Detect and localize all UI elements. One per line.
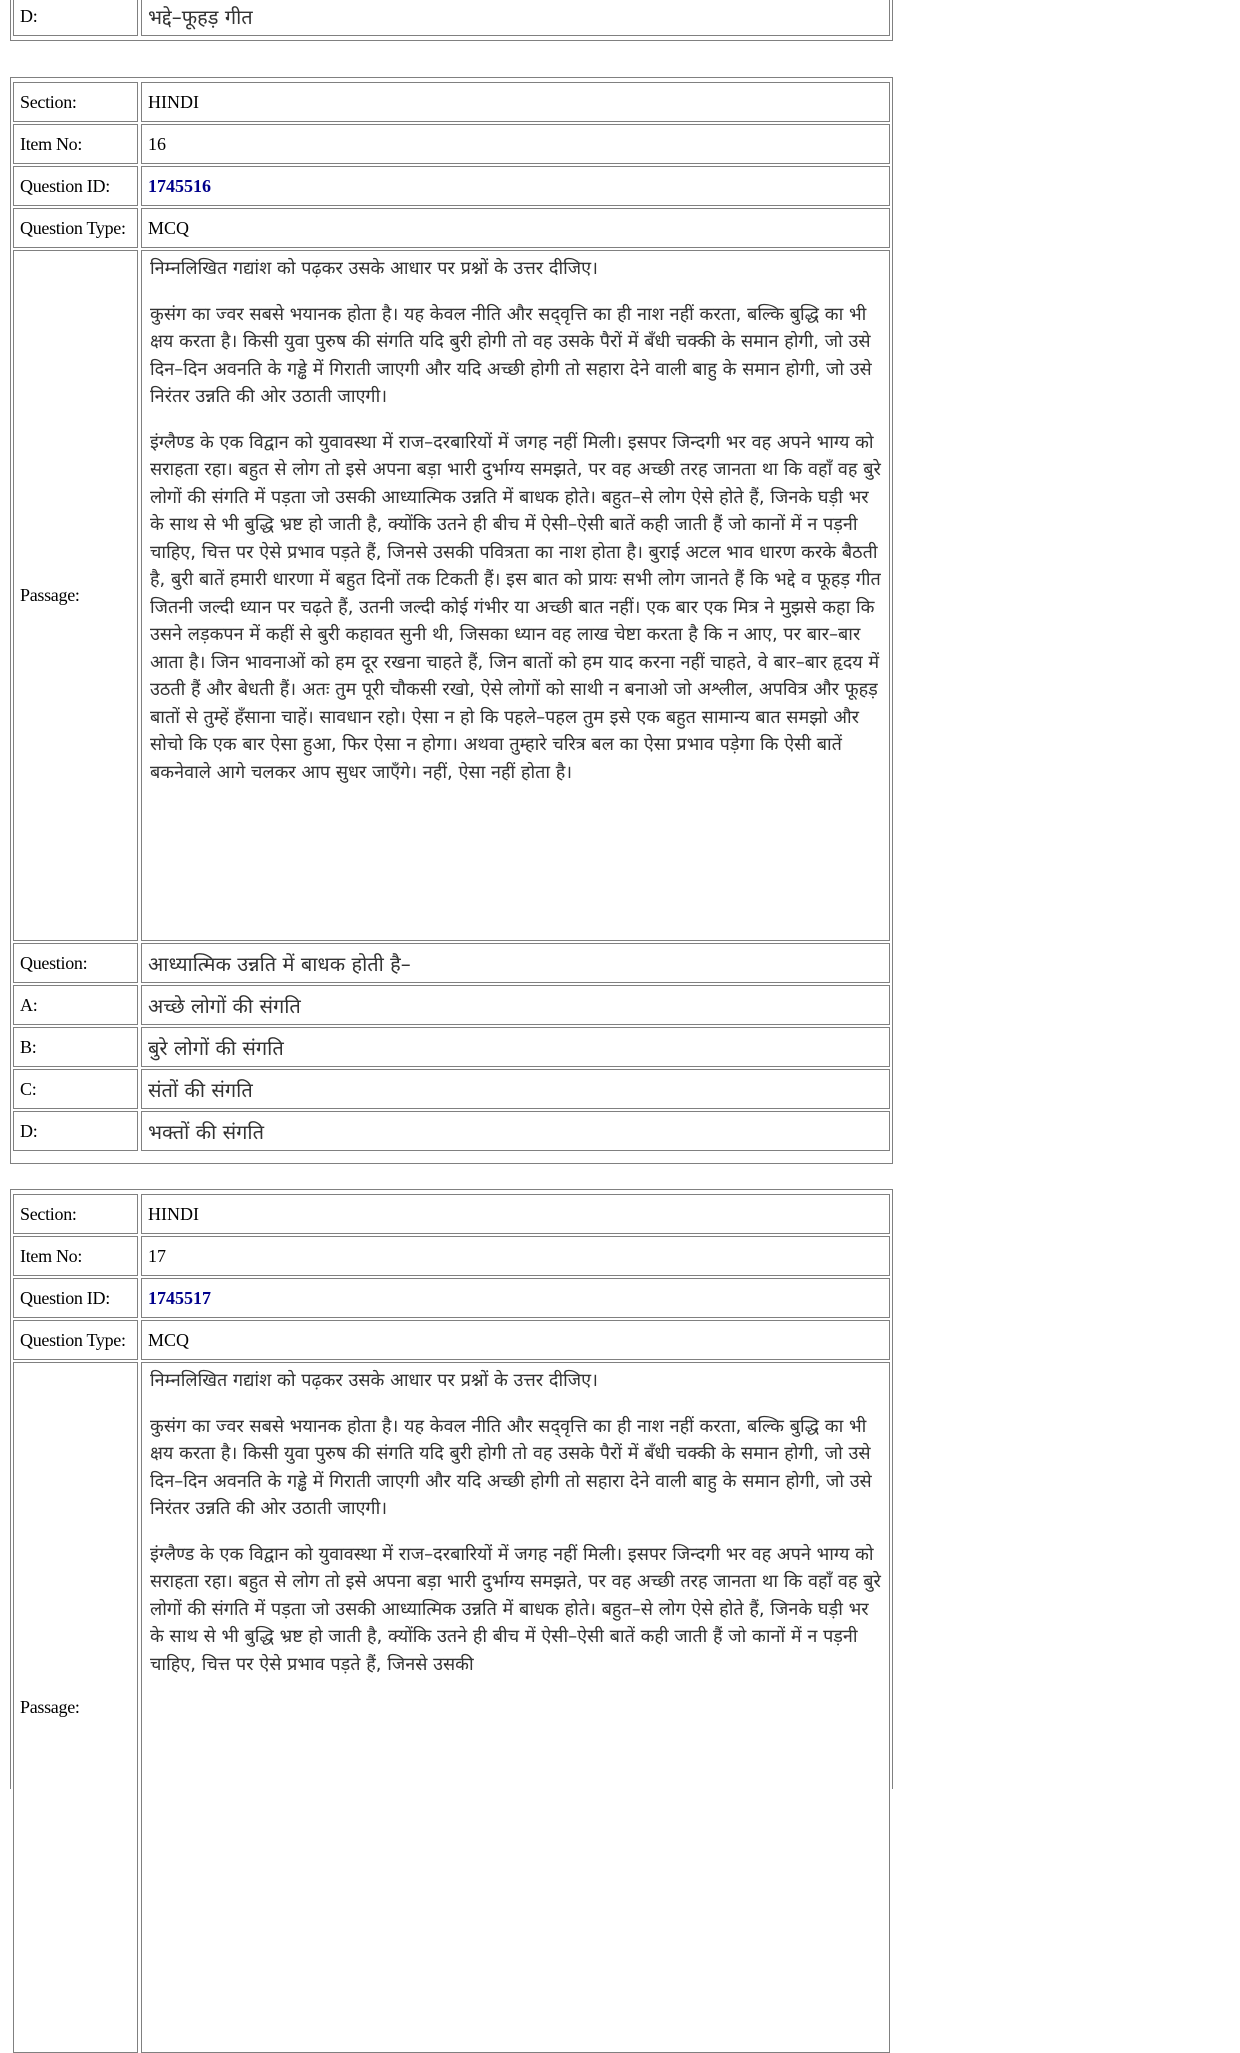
option-text: भद्दे–फूहड़ गीत: [141, 0, 890, 36]
question-id-label: Question ID:: [13, 166, 138, 206]
question-id-row: [13, 166, 890, 206]
passage-paragraph: निम्नलिखित गद्यांश को पढ़कर उसके आधार पर प्रश्नों के उत्तर दीजिए।: [150, 258, 598, 279]
option-label: B:: [13, 1027, 138, 1067]
question-text: आध्यात्मिक उन्नति में बाधक होती है–: [141, 943, 890, 983]
question-type-row: [13, 1320, 890, 1360]
question-type-label: Question Type:: [13, 1320, 138, 1360]
option-row-b: [13, 1027, 890, 1067]
item-no-value: 16: [141, 124, 890, 164]
section-label: Section:: [13, 82, 138, 122]
passage-paragraph: कुसंग का ज्वर सबसे भयानक होता है। यह केवल नीति और सद्‌वृत्ति का ही नाश नहीं करता, बल्कि बुद्धि का भी क्षय करता है। किसी युवा पुरुष की संगति यदि बुरी होगी तो वह उसके पैरों में बँधी चक्की के समान होगी, जो उसे दिन–दिन अवनति के गड्ढे में गिराती जाएगी और यदि अच्छी होगी तो सहारा देने वाली बाहु के समान होगी, जो उसे निरंतर उन्नति की ओर उठाती जाएगी।: [150, 1415, 872, 1519]
option-label: C:: [13, 1069, 138, 1109]
passage-label: Passage:: [13, 250, 138, 941]
option-text: बुरे लोगों की संगति: [141, 1027, 890, 1067]
section-value: HINDI: [141, 82, 890, 122]
option-label: D:: [13, 1111, 138, 1151]
question-id-value: 1745516: [141, 166, 890, 206]
passage-paragraph: निम्नलिखित गद्यांश को पढ़कर उसके आधार पर प्रश्नों के उत्तर दीजिए।: [150, 1370, 598, 1391]
previous-question-fragment: [10, 0, 893, 41]
section-label: Section:: [13, 1194, 138, 1234]
option-label: A:: [13, 985, 138, 1025]
passage-row: [13, 250, 890, 941]
section-value: HINDI: [141, 1194, 890, 1234]
question-label: Question:: [13, 943, 138, 983]
passage-text: [141, 1362, 890, 2053]
option-text: भक्तों की संगति: [141, 1111, 890, 1151]
option-label: D:: [13, 0, 138, 36]
question-id-row: [13, 1278, 890, 1318]
passage-label: Passage:: [13, 1362, 138, 2053]
option-row-d: [13, 0, 890, 36]
question-id-value: 1745517: [141, 1278, 890, 1318]
item-no-label: Item No:: [13, 1236, 138, 1276]
item-no-row: [13, 124, 890, 164]
question-row: [13, 943, 890, 983]
passage-paragraph: इंग्लैण्ड के एक विद्वान को युवावस्था में राज–दरबारियों में जगह नहीं मिली। इसपर जिन्दगी भर वह अपने भाग्य को सराहता रहा। बहुत से लोग तो इसे अपना बड़ा भारी दुर्भाग्य समझते, पर वह अच्छी तरह जानता था कि वहाँ वह बुरे लोगों की संगति में पड़ता जो उसकी आध्यात्मिक उन्नति में बाधक होते। बहुत–से लोग ऐसे होते हैं, जिनके घड़ी भर के साथ से भी बुद्धि भ्रष्ट हो जाती है, क्योंकि उतने ही बीच में ऐसी–ऐसी बातें कही जाती हैं जो कानों में न पड़नी चाहिए, चित्त पर ऐसे प्रभाव पड़ते हैं, जिनसे उसकी पवित्रता का नाश होता है। बुराई अटल भाव धारण करके बैठती है, बुरी बातें हमारी धारणा में बहुत दिनों तक टिकती हैं। इस बात को प्रायः सभी लोग जानते हैं कि भद्दे व फूहड़ गीत जितनी जल्दी ध्यान पर चढ़ते हैं, उतनी जल्दी कोई गंभीर या अच्छी बात नहीं। एक बार एक मित्र ने मुझसे कहा कि उसने लड़कपन में कहीं से बुरी कहावत सुनी थी, जिसका ध्यान वह लाख चेष्टा करता है कि न आए, पर बार–बार आता है। जिन भावनाओं को हम दूर रखना चाहते हैं, जिन बातों को हम याद करना नहीं चाहते, वे बार–बार हृदय में उठती हैं और बेधती हैं। अतः तुम पूरी चौकसी रखो, ऐसे लोगों को साथी न बनाओ जो अश्लील, अपवित्र और फूहड़ बातों से तुम्हें हँसाना चाहें। सावधान रहो। ऐसा न हो कि पहले–पहल तुम इसे एक बहुत सामान्य बात समझो और सोचो कि एक बार ऐसा हुआ, फिर ऐसा न होगा। अथवा तुम्हारे चरित्र बल का ऐसा प्रभाव पड़ेगा कि ऐसी बातें बकनेवाले आगे चलकर आप सुधर जाएँगे। नहीं, ऐसा नहीं होता है।: [150, 431, 881, 783]
question-id-label: Question ID:: [13, 1278, 138, 1318]
item-no-value: 17: [141, 1236, 890, 1276]
question-block-17: [10, 1189, 893, 1789]
question-type-row: [13, 208, 890, 248]
option-row-c: [13, 1069, 890, 1109]
passage-text: [141, 250, 890, 941]
question-type-value: MCQ: [141, 208, 890, 248]
passage-paragraph: कुसंग का ज्वर सबसे भयानक होता है। यह केवल नीति और सद्‌वृत्ति का ही नाश नहीं करता, बल्कि बुद्धि का भी क्षय करता है। किसी युवा पुरुष की संगति यदि बुरी होगी तो वह उसके पैरों में बँधी चक्की के समान होगी, जो उसे दिन–दिन अवनति के गड्ढे में गिराती जाएगी और यदि अच्छी होगी तो सहारा देने वाली बाहु के समान होगी, जो उसे निरंतर उन्नति की ओर उठाती जाएगी।: [150, 303, 872, 407]
question-type-label: Question Type:: [13, 208, 138, 248]
option-row-d: [13, 1111, 890, 1151]
item-no-label: Item No:: [13, 124, 138, 164]
section-row: [13, 1194, 890, 1234]
passage-paragraph: इंग्लैण्ड के एक विद्वान को युवावस्था में राज–दरबारियों में जगह नहीं मिली। इसपर जिन्दगी भर वह अपने भाग्य को सराहता रहा। बहुत से लोग तो इसे अपना बड़ा भारी दुर्भाग्य समझते, पर वह अच्छी तरह जानता था कि वहाँ वह बुरे लोगों की संगति में पड़ता जो उसकी आध्यात्मिक उन्नति में बाधक होते। बहुत–से लोग ऐसे होते हैं, जिनके घड़ी भर के साथ से भी बुद्धि भ्रष्ट हो जाती है, क्योंकि उतने ही बीच में ऐसी–ऐसी बातें कही जाती हैं जो कानों में न पड़नी चाहिए, चित्त पर ऐसे प्रभाव पड़ते हैं, जिनसे उसकी: [150, 1543, 881, 1675]
option-text: अच्छे लोगों की संगति: [141, 985, 890, 1025]
passage-row: [13, 1362, 890, 2053]
item-no-row: [13, 1236, 890, 1276]
question-type-value: MCQ: [141, 1320, 890, 1360]
question-block-16: [10, 77, 893, 1164]
option-text: संतों की संगति: [141, 1069, 890, 1109]
section-row: [13, 82, 890, 122]
option-row-a: [13, 985, 890, 1025]
